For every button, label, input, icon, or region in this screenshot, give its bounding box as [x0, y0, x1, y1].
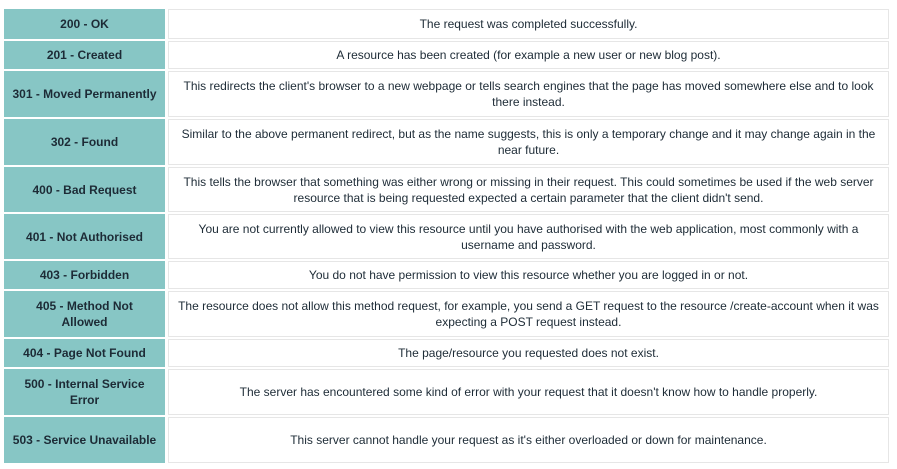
status-description-cell: A resource has been created (for example a new user or new blog post).: [168, 41, 889, 69]
http-status-table: [4, 7, 889, 465]
table-row: [4, 71, 889, 117]
status-code-cell: 405 - Method Not Allowed: [4, 291, 165, 337]
status-description-cell: You are not currently allowed to view this resource until you have authorised with the web application, most commonly with a username and password.: [168, 214, 889, 259]
table-row: [4, 291, 889, 337]
table-row: [4, 167, 889, 212]
status-code-cell: 200 - OK: [4, 9, 165, 39]
status-code-cell: 302 - Found: [4, 119, 165, 165]
table-row: [4, 214, 889, 259]
status-description-cell: Similar to the above permanent redirect, but as the name suggests, this is only a temporary change and it may change again in the near future.: [168, 119, 889, 165]
status-code-cell: 401 - Not Authorised: [4, 214, 165, 259]
status-description-cell: This redirects the client's browser to a new webpage or tells search engines that the page has moved somewhere else and to look there instead.: [168, 71, 889, 117]
table-row: [4, 339, 889, 367]
table-row: [4, 417, 889, 463]
table-row: [4, 41, 889, 69]
status-description-cell: The page/resource you requested does not exist.: [168, 339, 889, 367]
status-code-cell: 503 - Service Unavailable: [4, 417, 165, 463]
status-code-cell: 404 - Page Not Found: [4, 339, 165, 367]
status-code-cell: 301 - Moved Permanently: [4, 71, 165, 117]
status-description-cell: The request was completed successfully.: [168, 9, 889, 39]
status-description-cell: This server cannot handle your request as it's either overloaded or down for maintenance.: [168, 417, 889, 463]
status-description-cell: This tells the browser that something was either wrong or missing in their request. This could sometimes be used if the web server resource that is being requested expected a certain parameter that the client didn't send.: [168, 167, 889, 212]
status-description-cell: You do not have permission to view this resource whether you are logged in or not.: [168, 261, 889, 289]
status-description-cell: The resource does not allow this method request, for example, you send a GET request to the resource /create-account when it was expecting a POST request instead.: [168, 291, 889, 337]
status-code-cell: 403 - Forbidden: [4, 261, 165, 289]
status-description-cell: The server has encountered some kind of error with your request that it doesn't know how to handle properly.: [168, 369, 889, 415]
status-code-cell: 201 - Created: [4, 41, 165, 69]
table-row: [4, 369, 889, 415]
table-row: [4, 9, 889, 39]
status-code-cell: 400 - Bad Request: [4, 167, 165, 212]
table-row: [4, 261, 889, 289]
table-row: [4, 119, 889, 165]
status-code-cell: 500 - Internal Service Error: [4, 369, 165, 415]
